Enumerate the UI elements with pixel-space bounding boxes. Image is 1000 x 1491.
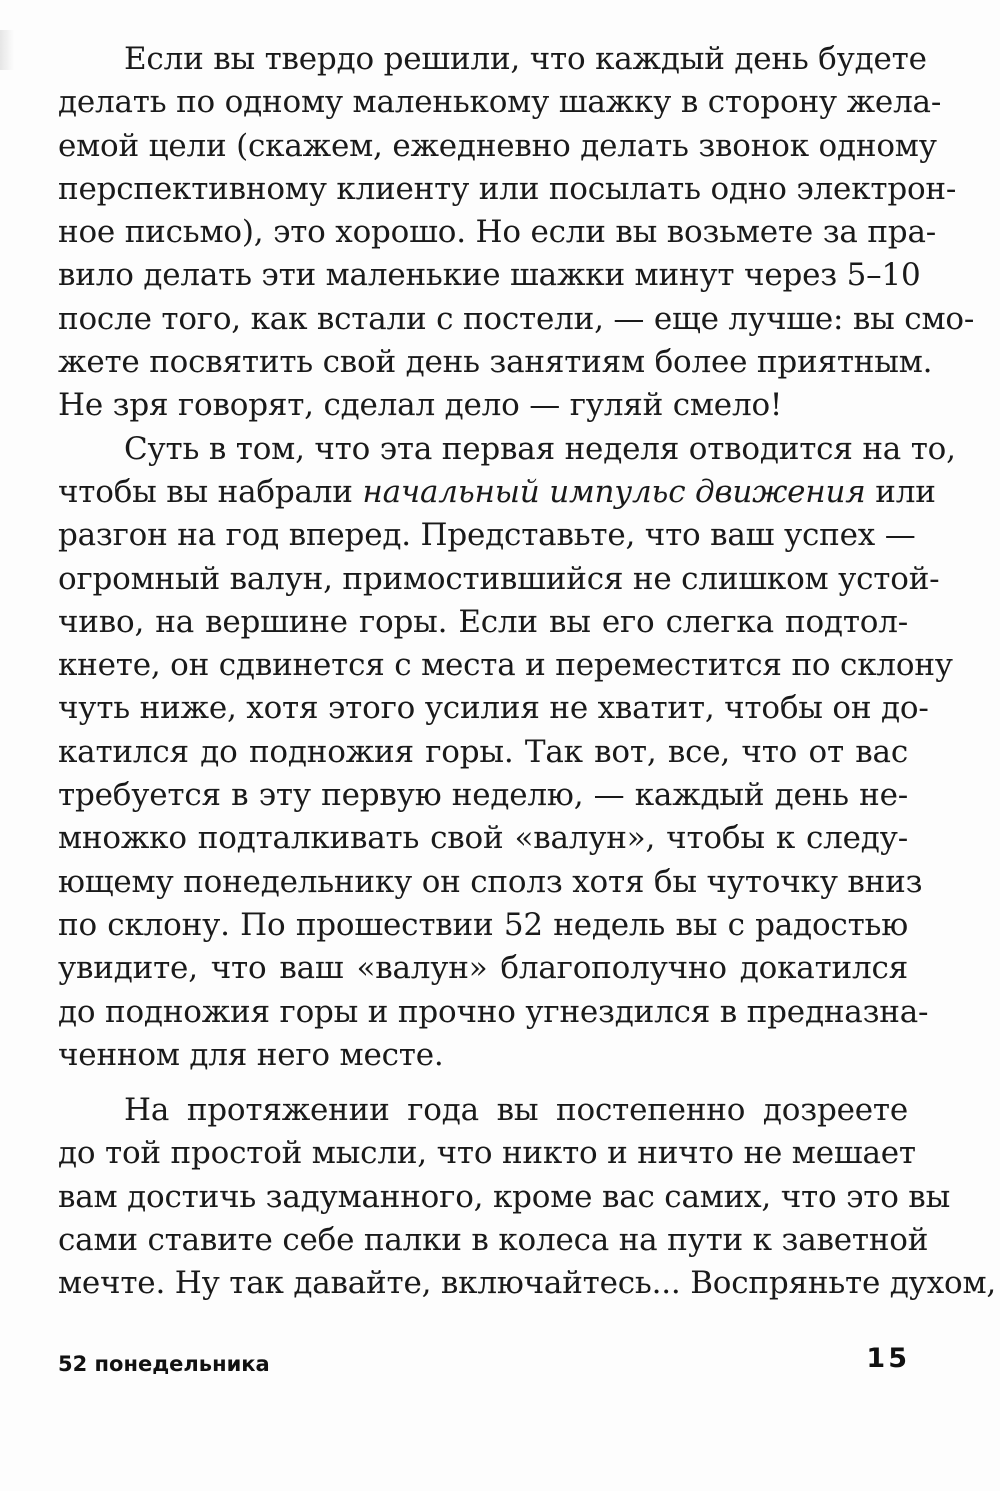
paragraph-3 xyxy=(58,1089,997,1305)
text-line: ное письмо), это хорошо. Но если вы возьмете за пра- xyxy=(58,214,937,251)
text-line: после того, как встали с постели, — еще лучше: вы смо- xyxy=(58,300,975,337)
text-line: кнете, он сдвинется с места и переместится по склону xyxy=(58,647,953,684)
text-line: по склону. По прошествии 52 недель вы с радостью xyxy=(58,906,908,943)
text-line: огромный валун, примостившийся не слишком устой- xyxy=(58,560,940,597)
text-line: Суть в том, что эта первая неделя отводится на то, xyxy=(124,430,956,467)
text-run: чтобы вы набрали xyxy=(58,473,363,510)
text-line: мечте. Ну так давайте, включайтесь... Воспряньте духом, xyxy=(58,1265,997,1302)
paragraph-gap xyxy=(58,1077,908,1089)
text-line: до подножия горы и прочно угнездился в предназна- xyxy=(58,993,929,1030)
page-edge-shadow xyxy=(0,30,14,70)
text-line: чиво, на вершине горы. Если вы его слегка подтол- xyxy=(58,603,908,640)
text-line: ченном для него месте. xyxy=(58,1036,444,1073)
body-text xyxy=(58,38,997,1306)
text-line: чуть ниже, хотя этого усилия не хватит, чтобы он до- xyxy=(58,690,929,727)
emphasized-phrase: начальный импульс движения xyxy=(362,473,866,510)
text-line: Не зря говорят, сделал дело — гуляй смело! xyxy=(58,387,783,424)
running-footer-title: 52 понедельника xyxy=(58,1352,270,1376)
text-line: разгон на год вперед. Представьте, что ваш успех — xyxy=(58,517,916,554)
text-line: На протяжении года вы постепенно дозреете xyxy=(124,1092,908,1129)
text-line: требуется в эту первую неделю, — каждый день не- xyxy=(58,777,908,814)
text-line: жете посвятить свой день занятиям более приятным. xyxy=(58,344,933,381)
text-line: увидите, что ваш «валун» благополучно докатился xyxy=(58,950,908,987)
text-run: или xyxy=(865,473,936,510)
text-line-with-emphasis xyxy=(58,471,936,514)
text-line: делать по одному маленькому шажку в сторону жела- xyxy=(58,84,942,121)
text-line: множко подталкивать свой «валун», чтобы к следу- xyxy=(58,820,908,857)
text-line: ющему понедельнику он сполз хотя бы чуточку вниз xyxy=(58,863,923,900)
text-line: сами ставите себе палки в колеса на пути к заветной xyxy=(58,1222,929,1259)
page-number: 15 xyxy=(866,1343,910,1374)
text-line: Если вы твердо решили, что каждый день будете xyxy=(124,41,927,77)
paragraph-2 xyxy=(58,428,956,1077)
text-line: вам достичь задуманного, кроме вас самих, что это вы xyxy=(58,1178,951,1215)
text-line: катился до подножия горы. Так вот, все, что от вас xyxy=(58,733,908,770)
text-line: до той простой мысли, что никто и ничто не мешает xyxy=(58,1135,916,1172)
text-line: перспективному клиенту или посылать одно электрон- xyxy=(58,170,957,207)
text-line: емой цели (скажем, ежедневно делать звонок одному xyxy=(58,127,937,164)
paragraph-1 xyxy=(58,38,975,428)
text-line: вило делать эти маленькие шажки минут через 5–10 xyxy=(58,257,921,294)
